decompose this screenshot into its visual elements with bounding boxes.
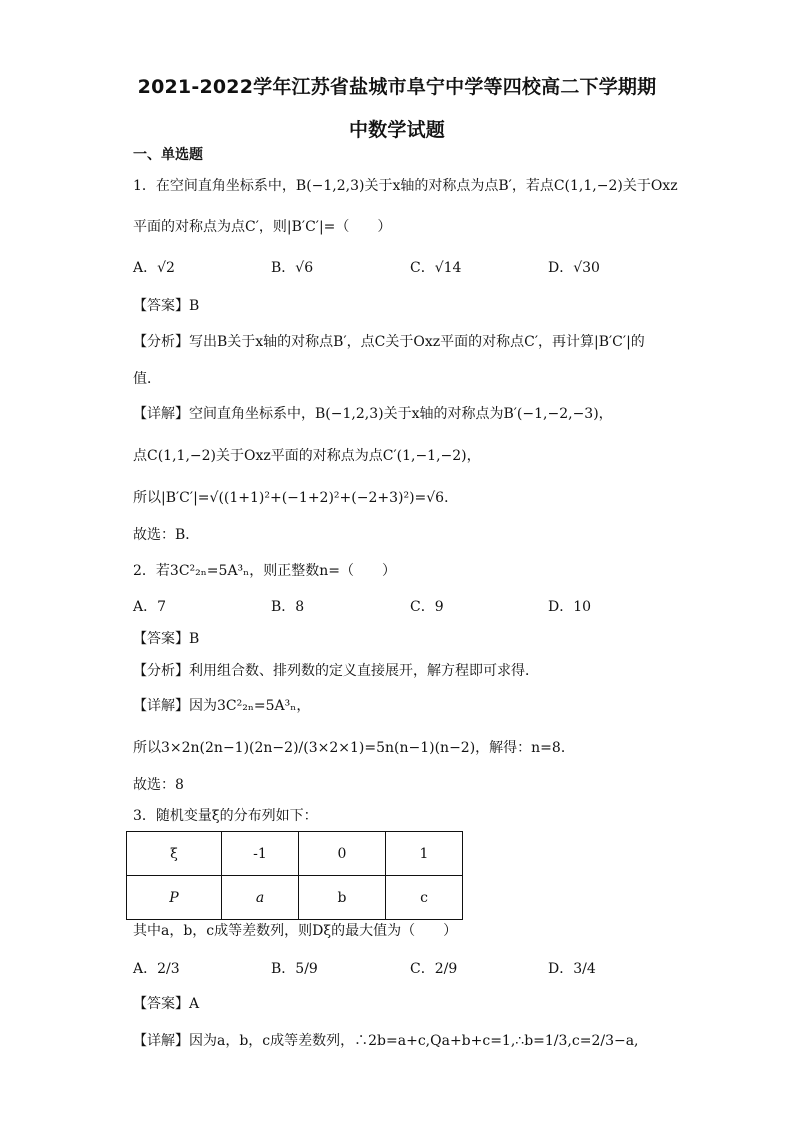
title-line-1: 2021-2022学年江苏省盐城市阜宁中学等四校高二下学期期 (137, 76, 657, 98)
q2-detail-line-2: 所以3×2n(2n−1)(2n−2)/(3×2×1)=5n(n−1)(n−2)，解得：n=8． (133, 740, 575, 756)
q1-conclusion: 故选：B． (133, 527, 200, 543)
q2-option-d: D．10 (548, 599, 592, 615)
q3-option-a: A．2/3 (133, 961, 180, 977)
table-cell: b (299, 876, 386, 920)
q1-detail-line-3: 所以|B′C′|=√((1+1)²+(−1+2)²+(−2+3)²)=√6． (133, 490, 459, 506)
q2-analysis: 【分析】利用组合数、排列数的定义直接展开，解方程即可求得． (133, 663, 539, 679)
q2-option-b: B．8 (271, 599, 305, 615)
q3-option-c: C．2/9 (410, 961, 458, 977)
q3-option-d: D．3/4 (548, 961, 596, 977)
table-cell: -1 (222, 832, 299, 876)
q1-option-a: A．√2 (133, 260, 175, 276)
q1-option-d: D．√30 (548, 260, 600, 276)
q3-stem: 3．随机变量ξ的分布列如下： (133, 808, 318, 824)
q1-answer: 【答案】B (133, 298, 200, 314)
table-row (127, 832, 463, 876)
table-cell: ξ (127, 832, 222, 876)
q1-analysis-line-2: 值． (133, 371, 161, 387)
q1-analysis-line-1: 【分析】写出B关于x轴的对称点B′，点C关于Oxz平面的对称点C′，再计算|B′C′|的 (133, 334, 645, 350)
q1-stem-line-2: 平面的对称点为点C′，则|B′C′|=（ ） (133, 219, 392, 235)
q2-option-c: C．9 (410, 599, 444, 615)
q2-conclusion: 故选：8 (133, 777, 184, 793)
section-heading: 一、单选题 (133, 147, 203, 163)
table-cell: P (127, 876, 222, 920)
table-cell: 1 (386, 832, 463, 876)
q2-stem: 2．若3C²₂ₙ=5A³ₙ，则正整数n=（ ） (133, 563, 396, 579)
table-cell: 0 (299, 832, 386, 876)
q3-question: 其中a，b，c成等差数列，则Dξ的最大值为（ ） (133, 923, 458, 939)
q1-option-c: C．√14 (410, 260, 462, 276)
q1-stem-line-1: 1．在空间直角坐标系中，B(−1,2,3)关于x轴的对称点为点B′，若点C(1,1,−2)关于Oxz (133, 178, 678, 194)
q3-option-b: B．5/9 (271, 961, 318, 977)
q2-detail-line-1: 【详解】因为3C²₂ₙ=5A³ₙ， (133, 698, 311, 714)
table-cell: c (386, 876, 463, 920)
distribution-table (126, 831, 463, 920)
q2-option-a: A．7 (133, 599, 167, 615)
q3-answer: 【答案】A (133, 996, 200, 1012)
table-cell: a (222, 876, 299, 920)
q1-option-b: B．√6 (271, 260, 314, 276)
table-row (127, 876, 463, 920)
q3-detail: 【详解】因为a，b，c成等差数列，∴2b=a+c,Qa+b+c=1,∴b=1/3,c=2/3−a, (133, 1033, 639, 1049)
q2-answer: 【答案】B (133, 631, 200, 647)
q1-detail-line-2: 点C(1,1,−2)关于Oxz平面的对称点为点C′(1,−1,−2)， (133, 448, 481, 464)
q1-detail-line-1: 【详解】空间直角坐标系中，B(−1,2,3)关于x轴的对称点为B′(−1,−2,−3)， (133, 406, 613, 422)
title-line-2: 中数学试题 (348, 119, 445, 141)
